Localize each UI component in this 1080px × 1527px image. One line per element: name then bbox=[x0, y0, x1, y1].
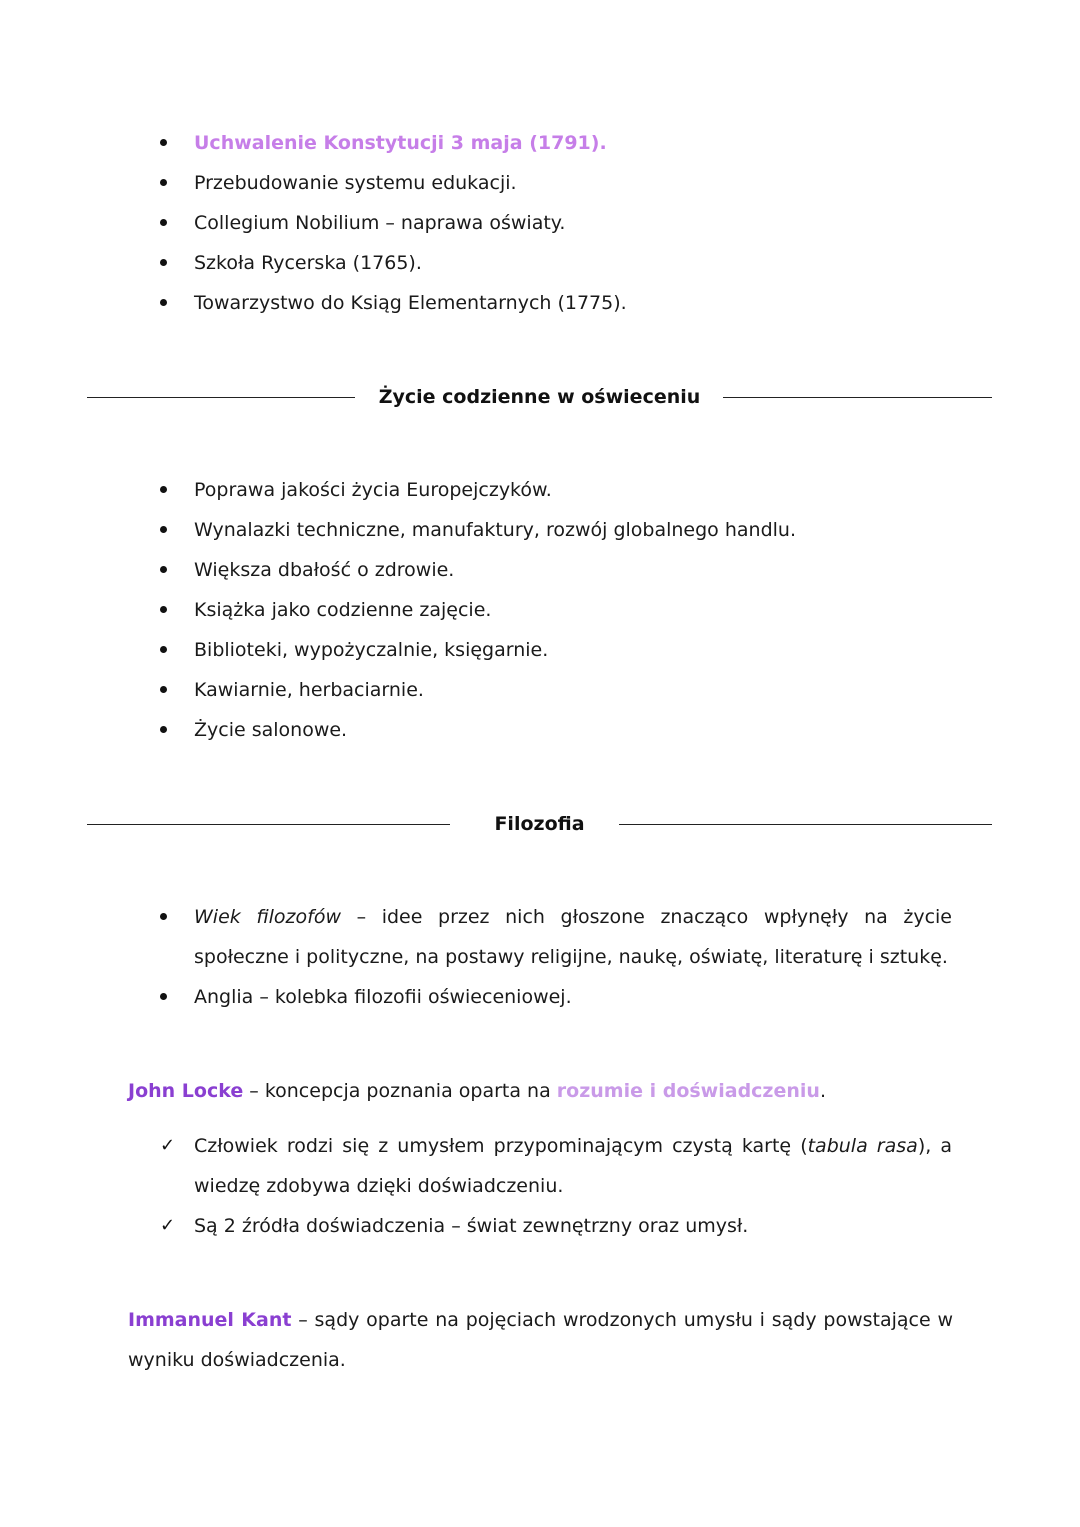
bullet-icon bbox=[160, 646, 167, 653]
bullet-icon bbox=[160, 526, 167, 533]
list-item: Większa dbałość o zdrowie. bbox=[160, 550, 960, 590]
daily-life-list bbox=[160, 470, 960, 750]
checkmark-icon: ✓ bbox=[160, 1215, 176, 1236]
bullet-icon bbox=[160, 566, 167, 573]
bullet-icon bbox=[160, 299, 167, 306]
checkmark-icon: ✓ bbox=[160, 1135, 176, 1156]
locke-checklist bbox=[160, 1126, 952, 1246]
list-item: Anglia – kolebka filozofii oświeceniowej. bbox=[160, 977, 952, 1017]
highlight-text: rozumie i doświadczeniu bbox=[556, 1080, 820, 1102]
kant-paragraph: Immanuel Kant – sądy oparte na pojęciach wrodzonych umysłu i sądy powstające w wyniku doświadczenia. bbox=[128, 1309, 953, 1371]
bullet-icon bbox=[160, 139, 167, 146]
list-item: Przebudowanie systemu edukacji. bbox=[160, 163, 960, 203]
bullet-icon bbox=[160, 686, 167, 693]
philosopher-name: Immanuel Kant bbox=[128, 1309, 292, 1331]
section-title: Filozofia bbox=[494, 813, 585, 835]
philosopher-name: John Locke bbox=[128, 1080, 244, 1102]
bullet-icon bbox=[160, 259, 167, 266]
section-heading-philosophy bbox=[87, 809, 992, 839]
bullet-icon bbox=[160, 606, 167, 613]
list-item: Uchwalenie Konstytucji 3 maja (1791). bbox=[160, 123, 960, 163]
locke-paragraph: John Locke – koncepcja poznania oparta na rozumie i doświadczeniu. bbox=[128, 1080, 826, 1102]
list-item: Collegium Nobilium – naprawa oświaty. bbox=[160, 203, 960, 243]
list-item: Szkoła Rycerska (1765). bbox=[160, 243, 960, 283]
list-item: Życie salonowe. bbox=[160, 710, 960, 750]
section-heading-daily-life bbox=[87, 382, 992, 412]
bullet-icon bbox=[160, 993, 167, 1000]
list-item: Biblioteki, wypożyczalnie, księgarnie. bbox=[160, 630, 960, 670]
list-item: Wiek filozofów – idee przez nich głoszone znacząco wpłynęły na życie społeczne i polityczne, na postawy religijne, naukę, oświatę, literaturę i sztukę. bbox=[160, 897, 952, 977]
divider bbox=[723, 397, 992, 398]
list-item: Kawiarnie, herbaciarnie. bbox=[160, 670, 960, 710]
reforms-list bbox=[160, 123, 960, 323]
section-title: Życie codzienne w oświeceniu bbox=[378, 386, 701, 408]
bullet-icon bbox=[160, 726, 167, 733]
bullet-icon bbox=[160, 219, 167, 226]
bullet-icon bbox=[160, 179, 167, 186]
list-item: Książka jako codzienne zajęcie. bbox=[160, 590, 960, 630]
list-item: ✓ Są 2 źródła doświadczenia – świat zewnętrzny oraz umysł. bbox=[160, 1206, 952, 1246]
list-item: Towarzystwo do Ksiąg Elementarnych (1775). bbox=[160, 283, 960, 323]
list-item: Poprawa jakości życia Europejczyków. bbox=[160, 470, 960, 510]
divider bbox=[619, 824, 992, 825]
bullet-icon bbox=[160, 486, 167, 493]
list-item: ✓ Człowiek rodzi się z umysłem przypominającym czystą kartę (tabula rasa), a wiedzę zdobywa dzięki doświadczeniu. bbox=[160, 1126, 952, 1206]
bullet-icon bbox=[160, 913, 167, 920]
philosophy-list bbox=[160, 897, 952, 1017]
list-item: Wynalazki techniczne, manufaktury, rozwój globalnego handlu. bbox=[160, 510, 960, 550]
